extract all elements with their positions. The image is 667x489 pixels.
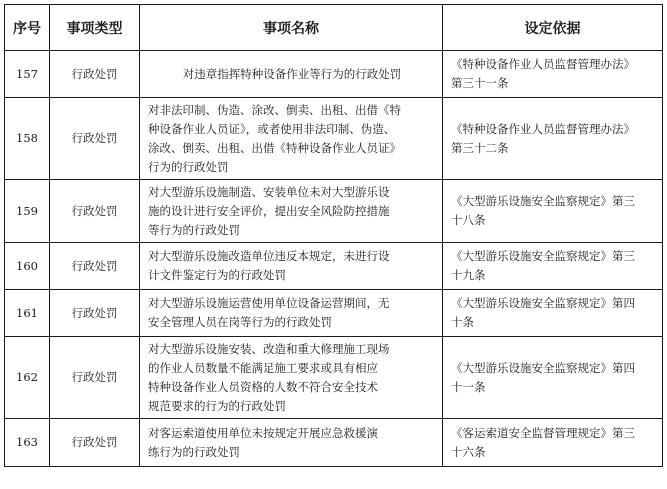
- basis-cell: [443, 290, 663, 337]
- name-line: 对大型游乐设施制造、安装单位未对大型游乐设: [148, 184, 390, 199]
- seq-cell: 163: [5, 419, 50, 467]
- name-cell: [140, 337, 443, 419]
- table-row: [5, 337, 663, 419]
- name-line: 规范要求的行为的行政处罚: [148, 398, 286, 413]
- name-line: 计文件鉴定行为的行政处罚: [148, 268, 286, 282]
- name-cell: [140, 290, 443, 337]
- header-name: 事项名称: [140, 5, 443, 51]
- basis-line: 《客运索道安全监督管理规定》第三: [451, 425, 635, 440]
- table-row: [5, 98, 663, 180]
- type-cell: 行政处罚: [50, 337, 140, 419]
- table-row: [5, 419, 663, 467]
- seq-cell: 158: [5, 98, 50, 180]
- type-cell: 行政处罚: [50, 98, 140, 180]
- name-line: 行为的行政处罚: [148, 159, 229, 174]
- basis-line: 《特种设备作业人员监督管理办法》: [451, 57, 635, 71]
- basis-line: 十八条: [451, 213, 486, 227]
- name-line: 的作业人员数量不能满足施工要求或具有相应: [148, 360, 378, 375]
- type-cell: 行政处罚: [50, 419, 140, 467]
- header-basis: 设定依据: [443, 5, 663, 51]
- name-line: 涂改、倒卖、出租、出借《特种设备作业人员证》: [148, 140, 401, 155]
- name-line: 对大型游乐设施改造单位违反本规定，未进行设: [148, 249, 390, 263]
- seq-cell: 162: [5, 337, 50, 419]
- type-cell: 行政处罚: [50, 290, 140, 337]
- basis-line: 《大型游乐设施安全监察规定》第三: [451, 249, 635, 263]
- basis-line: 《大型游乐设施安全监察规定》第三: [451, 194, 635, 208]
- name-line: 施的设计进行安全评价，提出安全风险防控措施: [148, 203, 390, 218]
- seq-cell: 160: [5, 243, 50, 290]
- table-row: [5, 180, 663, 243]
- header-seq: 序号: [5, 5, 50, 51]
- header-row: [5, 5, 663, 51]
- name-cell: [140, 98, 443, 180]
- seq-cell: 157: [5, 51, 50, 98]
- table-row: [5, 243, 663, 290]
- basis-cell: [443, 337, 663, 419]
- name-line: 对违章指挥特种设备作业等行为的行政处罚: [182, 66, 402, 81]
- name-line: 特种设备作业人员资格的人数不符合安全技术: [148, 379, 378, 394]
- basis-line: 十六条: [451, 444, 486, 459]
- name-line: 练行为的行政处罚: [148, 444, 240, 459]
- name-cell: [140, 419, 443, 467]
- name-line: 等行为的行政处罚: [148, 222, 240, 237]
- table-row: [5, 290, 663, 337]
- administrative-penalty-table: [4, 4, 663, 467]
- basis-line: 十九条: [451, 268, 486, 282]
- seq-cell: 161: [5, 290, 50, 337]
- type-cell: 行政处罚: [50, 180, 140, 243]
- name-line: 对客运索道使用单位未按规定开展应急救援演: [148, 425, 378, 440]
- name-line: 对非法印制、伪造、涂改、倒卖、出租、出借《特: [148, 102, 401, 117]
- basis-cell: [443, 243, 663, 290]
- type-cell: 行政处罚: [50, 243, 140, 290]
- basis-line: 十条: [451, 315, 474, 329]
- name-line: 安全管理人员在岗等行为的行政处罚: [148, 315, 332, 329]
- basis-cell: [443, 180, 663, 243]
- type-cell: 行政处罚: [50, 51, 140, 98]
- basis-line: 《特种设备作业人员监督管理办法》: [451, 121, 635, 136]
- table-wrapper: [4, 4, 663, 467]
- name-line: 种设备作业人员证》，或者使用非法印制、伪造、: [148, 121, 396, 136]
- name-cell: [140, 243, 443, 290]
- table-row: [5, 51, 663, 98]
- name-cell: [140, 51, 443, 98]
- name-line: 对大型游乐设施安装、改造和重大修理施工现场: [148, 341, 390, 356]
- name-cell: [140, 180, 443, 243]
- basis-line: 《大型游乐设施安全监察规定》第四: [451, 296, 635, 310]
- basis-cell: [443, 51, 663, 98]
- basis-cell: [443, 98, 663, 180]
- basis-line: 《大型游乐设施安全监察规定》第四: [451, 360, 635, 375]
- header-type: 事项类型: [50, 5, 140, 51]
- basis-cell: [443, 419, 663, 467]
- seq-cell: 159: [5, 180, 50, 243]
- basis-line: 第三十一条: [451, 76, 509, 90]
- basis-line: 第三十二条: [451, 140, 509, 155]
- basis-line: 十一条: [451, 379, 486, 394]
- name-line: 对大型游乐设施运营使用单位设备运营期间，无: [148, 296, 390, 310]
